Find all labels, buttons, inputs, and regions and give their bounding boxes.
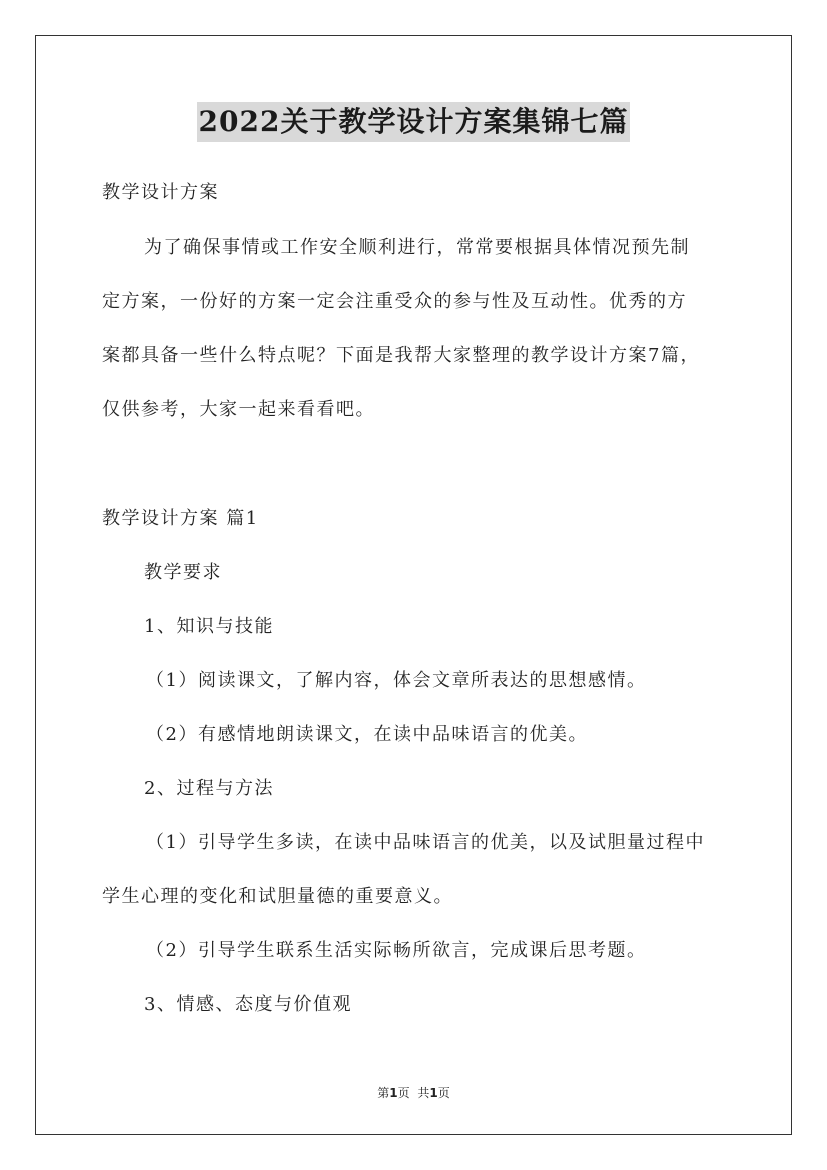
section-heading: 教学设计方案 (102, 182, 219, 203)
paragraph-line: 3、情感、态度与价值观 (144, 994, 352, 1015)
paragraph-line: （1）阅读课文，了解内容，体会文章所表达的思想感情。 (146, 670, 647, 691)
total-prefix: 共 (417, 1086, 430, 1100)
total-suffix: 页 (437, 1086, 450, 1100)
paragraph-line: 为了确保事情或工作安全顺利进行，常常要根据具体情况预先制 (144, 237, 690, 258)
title-container (0, 102, 827, 142)
paragraph-line: （2）引导学生联系生活实际畅所欲言，完成课后思考题。 (146, 940, 647, 961)
page-number: 1 (389, 1086, 398, 1100)
total-pages: 1 (429, 1086, 438, 1100)
paragraph-line: 学生心理的变化和试胆量德的重要意义。 (102, 886, 453, 907)
paragraph-line: （1）引导学生多读，在读中品味语言的优美，以及试胆量过程中 (146, 832, 705, 853)
paragraph-line: 案都具备一些什么特点呢？下面是我帮大家整理的教学设计方案7篇， (102, 345, 700, 366)
paragraph-line: 1、知识与技能 (144, 616, 274, 637)
section-heading: 教学设计方案 篇1 (102, 508, 259, 529)
paragraph-line: 2、过程与方法 (144, 778, 274, 799)
paragraph-line: 仅供参考，大家一起来看看吧。 (102, 399, 375, 420)
document-title: 2022关于教学设计方案集锦七篇 (197, 102, 631, 142)
paragraph-line: 定方案，一份好的方案一定会注重受众的参与性及互动性。优秀的方 (102, 291, 687, 312)
page-footer (0, 1084, 827, 1101)
page-prefix: 第 (377, 1086, 390, 1100)
paragraph-line: 教学要求 (144, 562, 222, 583)
paragraph-line: （2）有感情地朗读课文，在读中品味语言的优美。 (146, 724, 588, 745)
page-suffix: 页 (397, 1086, 410, 1100)
